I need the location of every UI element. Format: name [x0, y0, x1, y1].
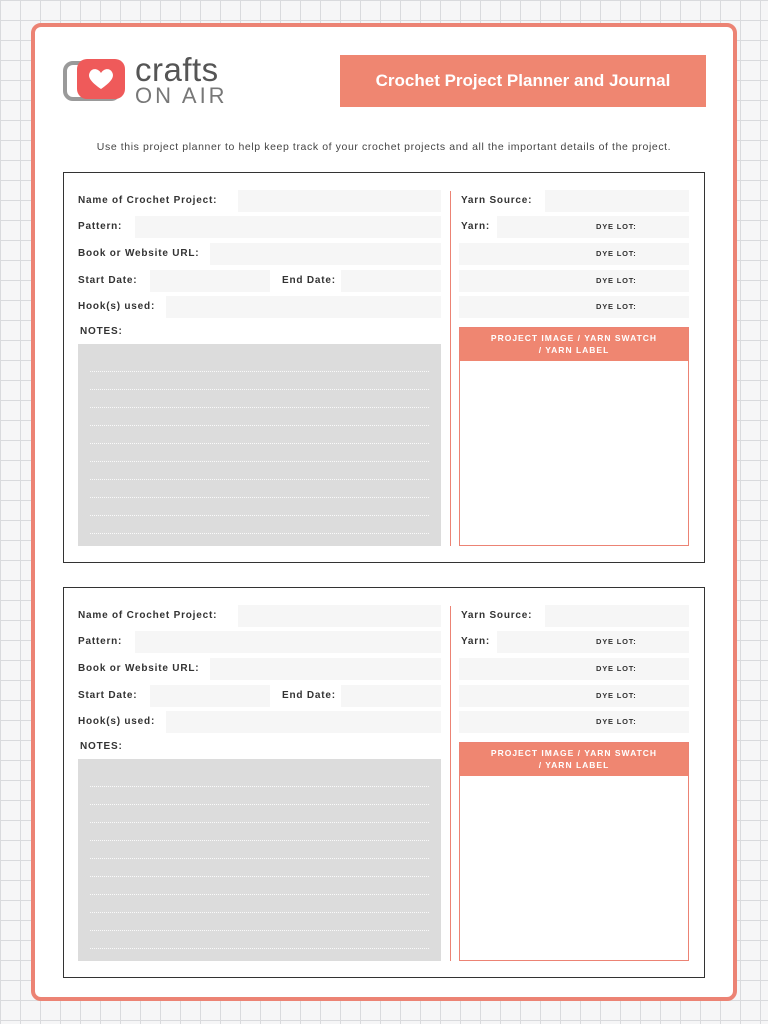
pattern-field[interactable] — [135, 216, 441, 238]
yarn-field-3[interactable] — [459, 685, 689, 707]
image-header-line-2: / YARN LABEL — [538, 760, 610, 770]
project-name-field[interactable] — [238, 190, 441, 212]
end-date-label: End Date: — [282, 690, 336, 701]
yarn-field-2[interactable] — [459, 243, 689, 265]
image-header-line-2: / YARN LABEL — [538, 345, 610, 355]
dye-lot-label: DYE LOT: — [596, 637, 637, 646]
book-url-field[interactable] — [210, 658, 441, 680]
project-name-label: Name of Crochet Project: — [78, 195, 218, 206]
dye-lot-label: DYE LOT: — [596, 302, 637, 311]
intro-text: Use this project planner to help keep track of your crochet projects and all the important details of the project. — [96, 141, 672, 153]
project-image-box[interactable] — [459, 742, 689, 961]
project-image-header — [460, 743, 688, 776]
project-image-box[interactable] — [459, 327, 689, 546]
yarn-label: Yarn: — [461, 636, 491, 647]
yarn-field-3[interactable] — [459, 270, 689, 292]
notes-label: NOTES: — [80, 741, 123, 752]
yarn-source-field[interactable] — [545, 190, 689, 212]
yarn-field-4[interactable] — [459, 296, 689, 318]
crafts-on-air-logo — [63, 51, 243, 111]
logo-wordmark-on-air: ON AIR — [135, 83, 228, 108]
pattern-label: Pattern: — [78, 636, 123, 647]
hooks-label: Hook(s) used: — [78, 301, 156, 312]
book-url-label: Book or Website URL: — [78, 248, 200, 259]
start-date-label: Start Date: — [78, 690, 138, 701]
yarn-source-label: Yarn Source: — [461, 195, 533, 206]
notes-area[interactable] — [78, 759, 441, 961]
project-card-2 — [63, 587, 705, 978]
start-date-field[interactable] — [150, 270, 270, 292]
end-date-field[interactable] — [341, 270, 441, 292]
pattern-label: Pattern: — [78, 221, 123, 232]
yarn-field-4[interactable] — [459, 711, 689, 733]
start-date-field[interactable] — [150, 685, 270, 707]
yarn-source-label: Yarn Source: — [461, 610, 533, 621]
image-header-line-1: PROJECT IMAGE / YARN SWATCH — [490, 748, 658, 758]
project-card-1 — [63, 172, 705, 563]
hooks-field[interactable] — [166, 296, 441, 318]
yarn-field-1[interactable] — [497, 216, 689, 238]
dye-lot-label: DYE LOT: — [596, 664, 637, 673]
pattern-field[interactable] — [135, 631, 441, 653]
end-date-field[interactable] — [341, 685, 441, 707]
hooks-label: Hook(s) used: — [78, 716, 156, 727]
column-divider — [450, 606, 451, 961]
dye-lot-label: DYE LOT: — [596, 691, 637, 700]
project-image-header — [460, 328, 688, 361]
dye-lot-label: DYE LOT: — [596, 276, 637, 285]
notes-label: NOTES: — [80, 326, 123, 337]
planner-sheet — [31, 23, 737, 1001]
book-url-label: Book or Website URL: — [78, 663, 200, 674]
column-divider — [450, 191, 451, 546]
yarn-label: Yarn: — [461, 221, 491, 232]
image-header-line-1: PROJECT IMAGE / YARN SWATCH — [490, 333, 658, 343]
end-date-label: End Date: — [282, 275, 336, 286]
dye-lot-label: DYE LOT: — [596, 717, 637, 726]
dye-lot-label: DYE LOT: — [596, 249, 637, 258]
book-url-field[interactable] — [210, 243, 441, 265]
logo-wordmark-crafts: crafts — [135, 51, 219, 88]
yarn-field-1[interactable] — [497, 631, 689, 653]
play-heart-icon — [63, 57, 129, 105]
yarn-field-2[interactable] — [459, 658, 689, 680]
page-title: Crochet Project Planner and Journal — [340, 55, 706, 107]
project-name-field[interactable] — [238, 605, 441, 627]
notes-area[interactable] — [78, 344, 441, 546]
project-name-label: Name of Crochet Project: — [78, 610, 218, 621]
hooks-field[interactable] — [166, 711, 441, 733]
start-date-label: Start Date: — [78, 275, 138, 286]
dye-lot-label: DYE LOT: — [596, 222, 637, 231]
yarn-source-field[interactable] — [545, 605, 689, 627]
